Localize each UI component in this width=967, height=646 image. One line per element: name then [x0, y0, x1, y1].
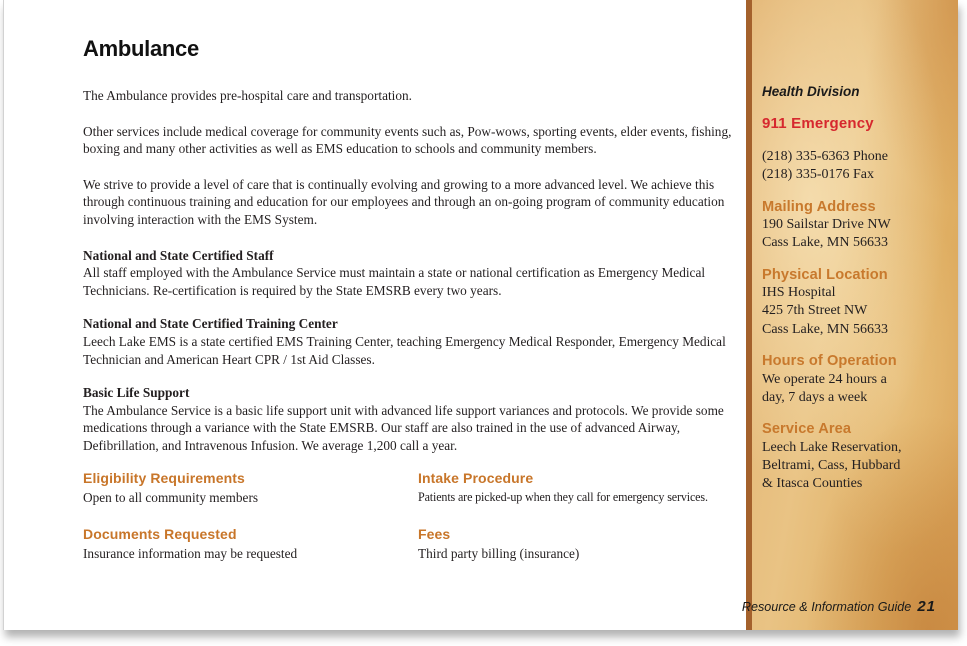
address-line: Cass Lake, MN 56633: [762, 235, 888, 251]
address-line: 425 7th Street NW: [762, 303, 868, 319]
physical-location-group: [762, 266, 944, 339]
info-intake: [418, 470, 735, 506]
contact-numbers: [762, 148, 944, 185]
division-label: Health Division: [762, 84, 860, 99]
info-body: Third party billing (insurance): [418, 545, 580, 561]
main-content: [83, 36, 735, 562]
info-heading: Documents Requested: [83, 525, 237, 542]
services-paragraph: Other services include medical coverage for community events such as, Pow-wows, sporting events, elder events, fishing, boxing and many other activities as well as EMS education to schools and community members.: [83, 123, 732, 157]
address-line: 190 Sailstar Drive NW: [762, 217, 891, 233]
hours-group: [762, 352, 944, 407]
address-line: IHS Hospital: [762, 285, 836, 301]
guide-footer: [742, 598, 936, 615]
info-body: Patients are picked-up when they call for emergency services.: [418, 489, 708, 504]
section-training-center: [83, 315, 735, 368]
mailing-address-group: [762, 198, 944, 253]
hours-line: day, 7 days a week: [762, 389, 868, 405]
group-heading: Service Area: [762, 421, 852, 438]
service-area-line: Beltrami, Cass, Hubbard: [762, 457, 901, 473]
phone-number: (218) 335-6363 Phone: [762, 149, 888, 164]
service-area-line: & Itasca Counties: [762, 476, 863, 492]
info-heading: Eligibility Requirements: [83, 469, 245, 486]
group-heading: Physical Location: [762, 266, 888, 283]
guide-title: Resource & Information Guide: [741, 600, 912, 614]
info-grid: [83, 470, 735, 562]
group-heading: Mailing Address: [762, 198, 876, 215]
info-heading: Fees: [418, 525, 451, 542]
section-heading: National and State Certified Staff: [83, 247, 274, 263]
info-body: Open to all community members: [83, 489, 259, 505]
fax-number: (218) 335-0176 Fax: [762, 167, 874, 183]
section-body: The Ambulance Service is a basic life support unit with advanced life support variances and protocols. We provide some medications through a variance with the State EMSRB. Our staff are also trained in the use of advanced Airway, Defibrillation, and Intravenous Infusion. We average 1,200 call a year.: [83, 402, 724, 453]
section-certified-staff: [83, 247, 735, 300]
section-body: All staff employed with the Ambulance Service must maintain a state or national certification as Emergency Medical Technicians. Re-certification is required by the State EMSRB every two years.: [83, 265, 706, 298]
service-area-line: Leech Lake Reservation,: [762, 439, 902, 455]
emergency-number: 911 Emergency: [762, 115, 874, 132]
page-number: 21: [917, 598, 936, 615]
section-basic-life-support: [83, 384, 735, 454]
info-fees: [418, 526, 735, 562]
intro-paragraph: The Ambulance provides pre-hospital care and transportation.: [83, 88, 412, 103]
address-line: Cass Lake, MN 56633: [762, 321, 888, 337]
mission-paragraph: We strive to provide a level of care that is continually evolving and growing to a more advanced level. We achieve this through continuous training and education for our employees and through an on-going program of community education involving interaction with the EMS System.: [83, 176, 725, 227]
section-heading: National and State Certified Training Center: [83, 316, 338, 332]
contact-sidebar: [741, 0, 958, 630]
document-page: [3, 0, 958, 630]
section-heading: Basic Life Support: [83, 385, 190, 401]
group-heading: Hours of Operation: [762, 353, 897, 370]
info-eligibility: [83, 470, 418, 506]
info-documents: [83, 526, 418, 562]
section-body: Leech Lake EMS is a state certified EMS Training Center, teaching Emergency Medical Responder, Emergency Medical Technician and American Heart CPR / 1st Aid Classes.: [83, 333, 726, 367]
info-heading: Intake Procedure: [418, 469, 534, 486]
service-area-group: [762, 420, 944, 493]
info-body: Insurance information may be requested: [83, 545, 298, 561]
hours-line: We operate 24 hours a: [762, 371, 887, 387]
page-title: Ambulance: [83, 36, 199, 61]
